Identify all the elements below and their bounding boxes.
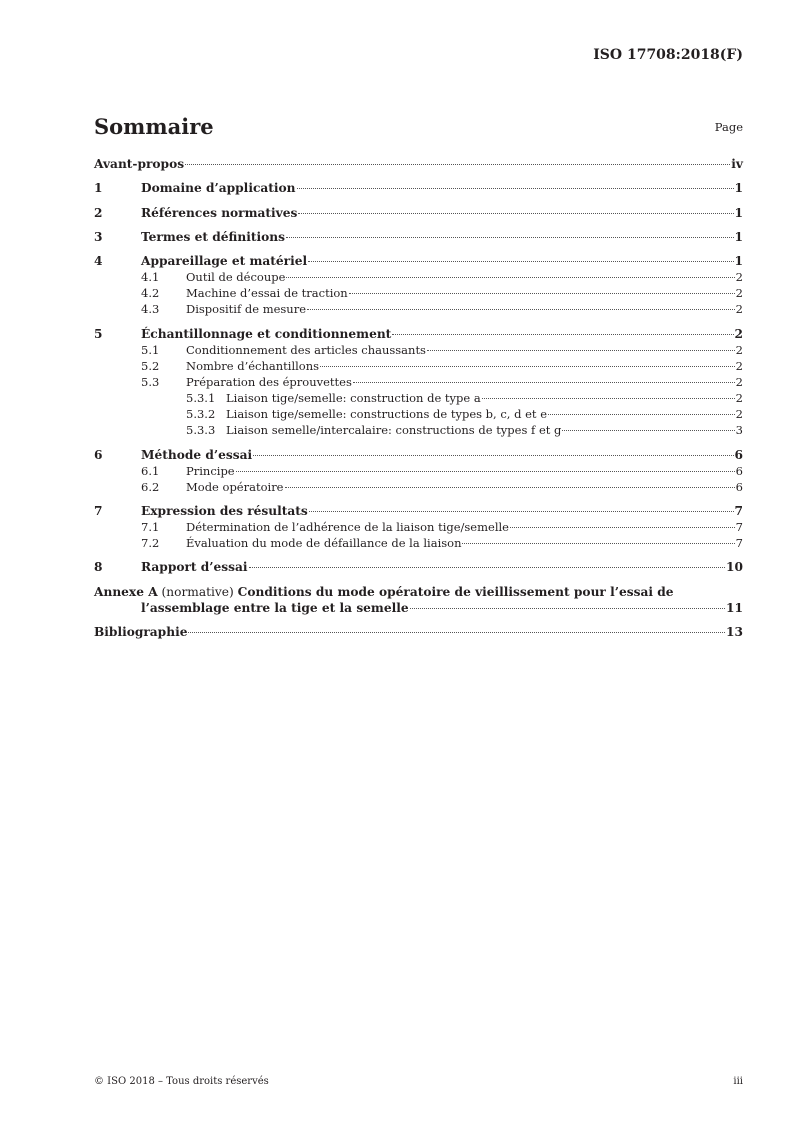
leader-dots <box>309 511 734 512</box>
toc-entry-page: 6 <box>735 463 743 478</box>
toc-entry-label: Dispositif de mesure <box>186 302 307 317</box>
toc-entry-number: 4.1 <box>141 270 160 285</box>
toc-entry-number: 3 <box>94 229 103 244</box>
toc-entry-number: 4.2 <box>141 286 160 301</box>
toc-entry[interactable] <box>94 559 743 575</box>
toc-entry-label: Préparation des éprouvettes <box>186 374 352 389</box>
toc-entry-label: Expression des résultats <box>141 504 308 518</box>
toc-entry-page: 2 <box>734 326 743 341</box>
standard-id: ISO 17708:2018(F) <box>593 47 743 63</box>
leader-dots <box>307 309 735 310</box>
toc-entry-page: 2 <box>735 407 743 422</box>
leader-dots <box>410 608 725 609</box>
toc-entry-page: 2 <box>735 302 743 317</box>
toc-entry-number: 5.3.1 <box>186 391 216 406</box>
toc-entry-page: 7 <box>735 536 743 551</box>
toc-entry-number: 1 <box>94 181 103 196</box>
toc-entry-label: Termes et définitions <box>141 229 285 244</box>
toc-entry-number: 5.1 <box>141 342 160 357</box>
toc-entry-label: Nombre d’échantillons <box>186 358 320 373</box>
leader-dots <box>353 382 735 383</box>
toc-entry-number: 6.1 <box>141 463 160 478</box>
toc-entry[interactable] <box>94 406 743 422</box>
toc-entry-label: Principe <box>186 463 235 478</box>
toc-entry[interactable] <box>94 422 743 438</box>
toc-entry-label: Liaison tige/semelle: construction de type a <box>226 391 481 406</box>
toc-entry-label: Méthode d’essai <box>141 447 253 462</box>
toc-entry-label: Liaison semelle/intercalaire: constructions de types f et g <box>226 423 562 438</box>
toc-entry[interactable] <box>94 285 743 301</box>
toc-entry-page: 2 <box>735 270 743 285</box>
toc-entry-label: Appareillage et matériel <box>141 254 308 269</box>
toc-entry-label: Évaluation du mode de défaillance de la liaison <box>186 536 462 551</box>
toc-entry[interactable] <box>94 358 743 374</box>
toc-entry-number: 2 <box>94 205 103 220</box>
toc-entry-number: 4 <box>94 254 103 269</box>
toc-entry[interactable] <box>94 156 743 172</box>
toc-title: Sommaire <box>94 114 214 139</box>
toc-entry-page: 10 <box>726 560 743 575</box>
leader-dots <box>392 334 733 335</box>
toc-entry-label: Conditionnement des articles chaussants <box>186 342 426 357</box>
toc-entry[interactable] <box>94 269 743 285</box>
toc-entry-number: 7 <box>94 504 103 518</box>
annex-title-line1: Conditions du mode opératoire de vieillissement pour l’essai de <box>237 584 674 599</box>
toc-entry-number: 4.3 <box>141 302 160 317</box>
toc-entry[interactable] <box>94 326 743 342</box>
leader-dots <box>185 164 730 165</box>
footer-page-number: iii <box>733 1076 743 1087</box>
leader-dots <box>482 398 735 399</box>
toc-entry-page: 6 <box>735 479 743 494</box>
toc-entry-bibliography[interactable] <box>94 624 743 640</box>
toc-entry-label: Liaison tige/semelle: constructions de types b, c, d et e <box>226 407 548 422</box>
leader-dots <box>510 527 735 528</box>
annex-title-line2: l’assemblage entre la tige et la semelle <box>141 600 409 615</box>
toc-entry[interactable] <box>94 229 743 245</box>
leader-dots <box>298 213 733 214</box>
leader-dots <box>320 366 735 367</box>
toc-entry-label: Échantillonnage et conditionnement <box>141 326 392 341</box>
leader-dots <box>249 567 725 568</box>
toc-entry-label: Références normatives <box>141 205 298 220</box>
toc-entry[interactable] <box>94 180 743 196</box>
toc-entries <box>94 156 743 576</box>
toc-entry-label: Avant-propos <box>94 157 185 171</box>
toc-entry-label: Rapport d’essai <box>141 560 248 575</box>
toc-entry[interactable] <box>94 519 743 535</box>
toc-entry-label: Outil de découpe <box>186 270 286 285</box>
bibliography-page: 13 <box>726 625 743 640</box>
toc-entry-number: 8 <box>94 560 103 575</box>
toc-entry[interactable] <box>94 463 743 479</box>
table-of-contents <box>94 156 743 640</box>
leader-dots <box>286 277 734 278</box>
bibliography-label: Bibliographie <box>94 625 188 640</box>
leader-dots <box>297 188 734 189</box>
toc-entry-page: 2 <box>735 286 743 301</box>
toc-entry-number: 6.2 <box>141 479 160 494</box>
toc-entry-page: 7 <box>734 504 743 518</box>
leader-dots <box>286 237 734 238</box>
toc-entry-number: 7.1 <box>141 520 160 535</box>
annex-page: 11 <box>726 600 743 615</box>
toc-entry-label: Machine d’essai de traction <box>186 286 348 301</box>
toc-entry-page: 3 <box>735 423 743 438</box>
toc-entry[interactable] <box>94 447 743 463</box>
leader-dots <box>308 261 733 262</box>
toc-entry-label: Domaine d’application <box>141 181 296 196</box>
leader-dots <box>349 293 735 294</box>
toc-entry-number: 5.3.2 <box>186 407 216 422</box>
annex-kind: (normative) <box>161 584 234 599</box>
footer-copyright: © ISO 2018 – Tous droits réservés <box>94 1076 269 1087</box>
toc-entry-number: 5 <box>94 326 103 341</box>
toc-entry-label: Détermination de l’adhérence de la liaison tige/semelle <box>186 520 509 535</box>
toc-entry-page: 6 <box>734 447 743 462</box>
leader-dots <box>236 471 735 472</box>
page-column-label: Page <box>714 120 743 134</box>
toc-entry-page: 2 <box>735 391 743 406</box>
leader-dots <box>427 350 735 351</box>
toc-entry[interactable] <box>94 374 743 390</box>
toc-entry[interactable] <box>94 390 743 406</box>
toc-entry-page: 2 <box>735 358 743 373</box>
toc-entry[interactable] <box>94 253 743 269</box>
toc-entry-label: Mode opératoire <box>186 479 284 494</box>
toc-entry-page: 1 <box>734 181 743 196</box>
leader-dots <box>253 455 733 456</box>
toc-entry[interactable] <box>94 205 743 221</box>
toc-entry-number: 5.3 <box>141 374 160 389</box>
toc-entry-number: 6 <box>94 447 103 462</box>
toc-entry[interactable] <box>94 301 743 317</box>
leader-dots <box>562 430 734 431</box>
toc-entry[interactable] <box>94 535 743 551</box>
toc-entry-annex-a[interactable] <box>94 584 743 616</box>
toc-entry-page: 1 <box>734 254 743 269</box>
toc-entry-page: iv <box>731 157 743 171</box>
toc-entry-page: 2 <box>735 374 743 389</box>
toc-entry-page: 1 <box>734 229 743 244</box>
leader-dots <box>548 414 735 415</box>
toc-entry[interactable] <box>94 503 743 519</box>
toc-entry-page: 1 <box>734 205 743 220</box>
toc-entry-number: 5.2 <box>141 358 160 373</box>
toc-entry-page: 2 <box>735 342 743 357</box>
toc-entry-number: 7.2 <box>141 536 160 551</box>
leader-dots <box>462 543 734 544</box>
toc-entry-number: 5.3.3 <box>186 423 216 438</box>
toc-entry[interactable] <box>94 342 743 358</box>
leader-dots <box>285 487 735 488</box>
annex-prefix: Annexe A <box>94 584 158 599</box>
toc-entry[interactable] <box>94 479 743 495</box>
leader-dots <box>188 632 725 633</box>
toc-entry-page: 7 <box>735 520 743 535</box>
